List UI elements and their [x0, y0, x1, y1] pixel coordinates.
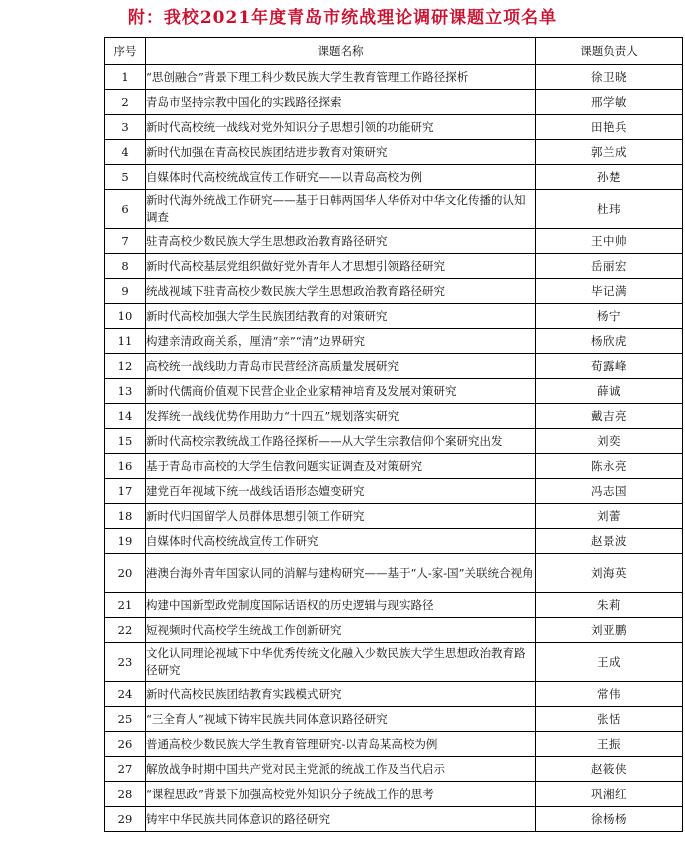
row-leader: 朱莉	[536, 593, 683, 618]
row-leader: 刘奕	[536, 429, 683, 454]
row-leader: 郭兰成	[536, 140, 683, 165]
row-topic: 新时代高校统一战线对党外知识分子思想引领的功能研究	[146, 115, 536, 140]
row-number: 27	[105, 757, 146, 782]
row-number: 20	[105, 554, 146, 593]
table-row	[105, 554, 683, 593]
table-row	[105, 593, 683, 618]
row-number: 3	[105, 115, 146, 140]
page-title: 附：我校2021年度青岛市统战理论调研课题立项名单	[127, 8, 558, 28]
row-leader: 杨宁	[536, 304, 683, 329]
row-number: 19	[105, 529, 146, 554]
table-row	[105, 682, 683, 707]
row-leader: 张恬	[536, 707, 683, 732]
row-leader: 冯志国	[536, 479, 683, 504]
row-topic: 构建中国新型政党制度国际话语权的历史逻辑与现实路径	[146, 593, 536, 618]
row-leader: 田艳兵	[536, 115, 683, 140]
row-number: 14	[105, 404, 146, 429]
row-number: 29	[105, 807, 146, 832]
table-row	[105, 429, 683, 454]
row-leader: 王成	[536, 643, 683, 682]
row-topic: 文化认同理论视域下中华优秀传统文化融入少数民族大学生思想政治教育路径研究	[146, 643, 536, 682]
row-leader: 王中帅	[536, 229, 683, 254]
table-row	[105, 229, 683, 254]
row-leader: 徐杨杨	[536, 807, 683, 832]
row-topic: 新时代归国留学人员群体思想引领工作研究	[146, 504, 536, 529]
header-number: 序号	[105, 38, 146, 65]
table-row	[105, 65, 683, 90]
row-number: 5	[105, 165, 146, 190]
row-topic: 自媒体时代高校统战宣传工作研究——以青岛高校为例	[146, 165, 536, 190]
row-leader: 薛诚	[536, 379, 683, 404]
row-number: 17	[105, 479, 146, 504]
row-number: 7	[105, 229, 146, 254]
table-row	[105, 140, 683, 165]
row-leader: 毕记满	[536, 279, 683, 304]
row-number: 25	[105, 707, 146, 732]
row-topic: 新时代海外统战工作研究——基于日韩两国华人华侨对中华文化传播的认知调查	[146, 190, 536, 229]
table-row	[105, 529, 683, 554]
row-number: 24	[105, 682, 146, 707]
table-row	[105, 479, 683, 504]
row-number: 28	[105, 782, 146, 807]
table-row	[105, 643, 683, 682]
row-leader: 赵筱侠	[536, 757, 683, 782]
row-topic: 新时代高校民族团结教育实践模式研究	[146, 682, 536, 707]
row-number: 23	[105, 643, 146, 682]
row-topic: “课程思政”背景下加强高校党外知识分子统战工作的思考	[146, 782, 536, 807]
row-leader: 邢学敏	[536, 90, 683, 115]
row-topic: 短视频时代高校学生统战工作创新研究	[146, 618, 536, 643]
row-number: 26	[105, 732, 146, 757]
header-leader: 课题负责人	[536, 38, 683, 65]
row-leader: 戴吉亮	[536, 404, 683, 429]
row-topic: 普通高校少数民族大学生教育管理研究-以青岛某高校为例	[146, 732, 536, 757]
row-leader: 赵景波	[536, 529, 683, 554]
row-number: 10	[105, 304, 146, 329]
row-leader: 孙楚	[536, 165, 683, 190]
row-number: 1	[105, 65, 146, 90]
row-topic: 新时代加强在青高校民族团结进步教育对策研究	[146, 140, 536, 165]
row-topic: “思创融合”背景下理工科少数民族大学生教育管理工作路径探析	[146, 65, 536, 90]
table-row	[105, 115, 683, 140]
table-row	[105, 304, 683, 329]
row-topic: 统战视域下驻青高校少数民族大学生思想政治教育路径研究	[146, 279, 536, 304]
row-number: 13	[105, 379, 146, 404]
row-leader: 荀露峰	[536, 354, 683, 379]
table-row	[105, 379, 683, 404]
table-row	[105, 279, 683, 304]
table-row	[105, 707, 683, 732]
row-leader: 徐卫晓	[536, 65, 683, 90]
row-number: 16	[105, 454, 146, 479]
header-topic: 课题名称	[146, 38, 536, 65]
row-number: 2	[105, 90, 146, 115]
table-row	[105, 757, 683, 782]
row-number: 15	[105, 429, 146, 454]
row-number: 8	[105, 254, 146, 279]
row-number: 11	[105, 329, 146, 354]
table-row	[105, 782, 683, 807]
row-leader: 陈永亮	[536, 454, 683, 479]
table-row	[105, 354, 683, 379]
row-number: 12	[105, 354, 146, 379]
row-topic: 新时代高校宗教统战工作路径探析——从大学生宗教信仰个案研究出发	[146, 429, 536, 454]
row-topic: 高校统一战线助力青岛市民营经济高质量发展研究	[146, 354, 536, 379]
table-row	[105, 90, 683, 115]
row-topic: 构建亲清政商关系，厘清“亲”“清”边界研究	[146, 329, 536, 354]
table-row	[105, 732, 683, 757]
row-leader: 王振	[536, 732, 683, 757]
row-topic: 青岛市坚持宗教中国化的实践路径探索	[146, 90, 536, 115]
table-header-row	[105, 38, 683, 65]
table-row	[105, 454, 683, 479]
row-leader: 杨欣虎	[536, 329, 683, 354]
table-row	[105, 165, 683, 190]
row-leader: 巩湘红	[536, 782, 683, 807]
row-topic: 自媒体时代高校统战宣传工作研究	[146, 529, 536, 554]
table-row	[105, 404, 683, 429]
row-topic: 驻青高校少数民族大学生思想政治教育路径研究	[146, 229, 536, 254]
project-list-table	[104, 37, 683, 832]
row-number: 22	[105, 618, 146, 643]
row-topic: 发挥统一战线优势作用助力“十四五”规划落实研究	[146, 404, 536, 429]
row-topic: 基于青岛市高校的大学生信教问题实证调查及对策研究	[146, 454, 536, 479]
table-row	[105, 504, 683, 529]
row-leader: 刘亚鹏	[536, 618, 683, 643]
row-number: 21	[105, 593, 146, 618]
row-topic: “三全育人”视域下铸牢民族共同体意识路径研究	[146, 707, 536, 732]
row-leader: 刘海英	[536, 554, 683, 593]
row-leader: 刘蕾	[536, 504, 683, 529]
row-leader: 杜玮	[536, 190, 683, 229]
table-row	[105, 190, 683, 229]
row-topic: 建党百年视域下统一战线话语形态嬗变研究	[146, 479, 536, 504]
table-row	[105, 618, 683, 643]
table-row	[105, 807, 683, 832]
table-row	[105, 329, 683, 354]
row-leader: 岳丽宏	[536, 254, 683, 279]
row-topic: 解放战争时期中国共产党对民主党派的统战工作及当代启示	[146, 757, 536, 782]
row-number: 6	[105, 190, 146, 229]
row-topic: 港澳台海外青年国家认同的消解与建构研究——基于“人-家-国”关联统合视角	[146, 554, 536, 593]
table-row	[105, 254, 683, 279]
row-topic: 新时代高校加强大学生民族团结教育的对策研究	[146, 304, 536, 329]
row-number: 4	[105, 140, 146, 165]
row-topic: 铸牢中华民族共同体意识的路径研究	[146, 807, 536, 832]
row-number: 18	[105, 504, 146, 529]
row-topic: 新时代儒商价值观下民营企业企业家精神培育及发展对策研究	[146, 379, 536, 404]
row-topic: 新时代高校基层党组织做好党外青年人才思想引领路径研究	[146, 254, 536, 279]
row-leader: 常伟	[536, 682, 683, 707]
row-number: 9	[105, 279, 146, 304]
